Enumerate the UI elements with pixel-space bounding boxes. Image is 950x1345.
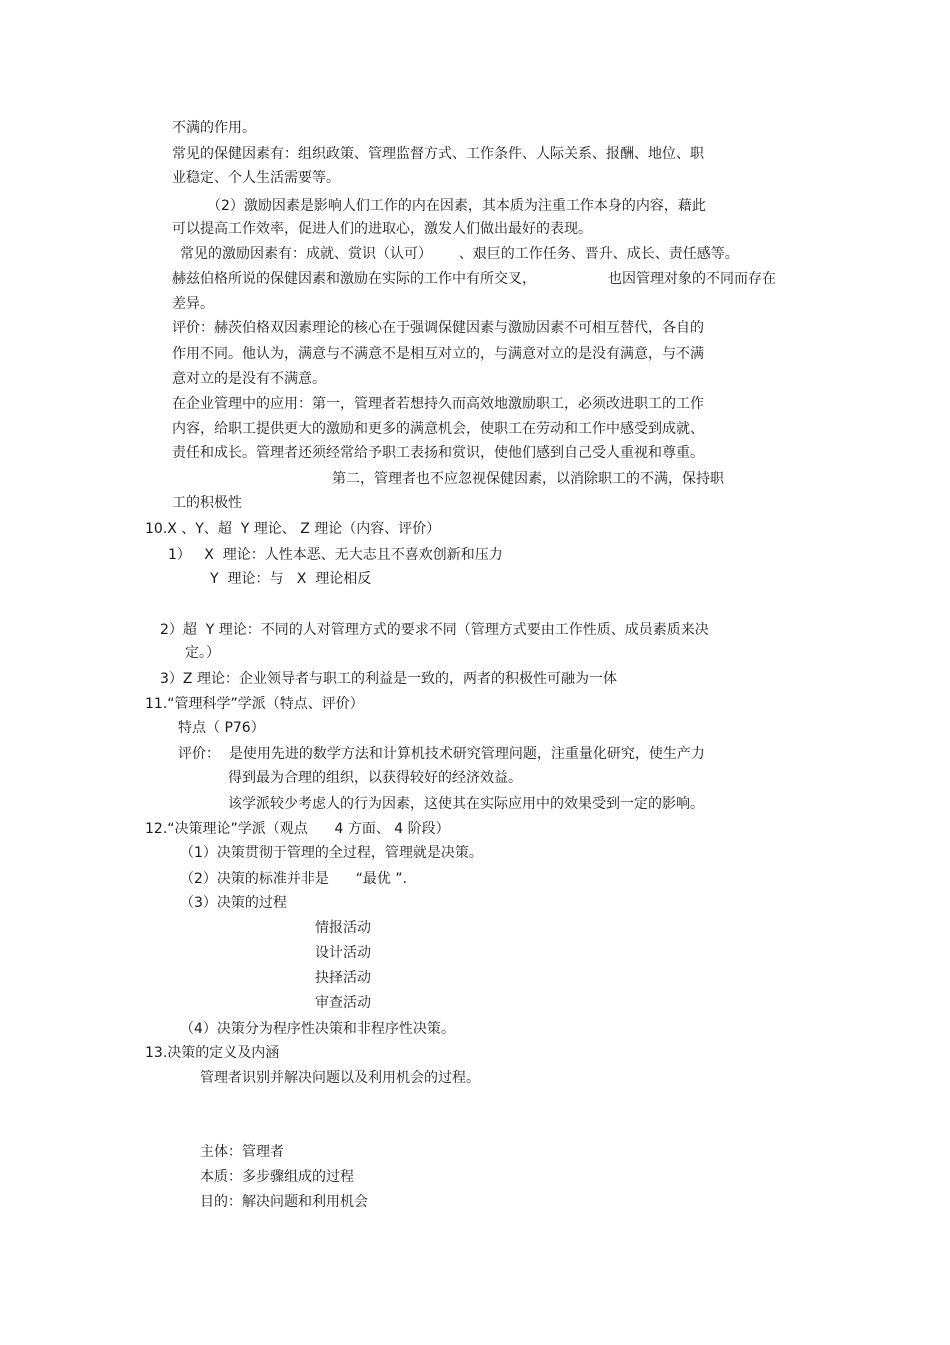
text-line: （1）决策贯彻于管理的全过程，管理就是决策。	[180, 845, 483, 861]
section-heading: 11.“管理科学”学派（特点、评价）	[145, 696, 364, 712]
text-line: 差异。	[172, 296, 214, 312]
text-line: Y 理论：与 X 理论相反	[210, 571, 372, 587]
text-line: 常见的激励因素有：成就、赏识（认可） 、艰巨的工作任务、晋升、成长、责任感等。	[180, 246, 739, 262]
text-line: 不满的作用。	[172, 120, 256, 136]
text-line: 特点（ P76）	[178, 720, 265, 736]
text-line: 常见的保健因素有：组织政策、管理监督方式、工作条件、人际关系、报酬、地位、职	[172, 146, 704, 162]
text-line: 在企业管理中的应用：第一，管理者若想持久而高效地激励职工，必须改进职工的工作	[172, 396, 704, 412]
text-line: 1） X 理论：人性本恶、无大志且不喜欢创新和压力	[168, 547, 503, 563]
text-line: 作用不同。他认为，满意与不满意不是相互对立的，与满意对立的是没有满意，与不满	[172, 346, 704, 362]
text-line: 内容，给职工提供更大的激励和更多的满意机会，使职工在劳动和工作中感受到成就、	[172, 421, 704, 437]
text-line: 责任和成长。管理者还须经常给予职工表扬和赏识，使他们感到自己受人重视和尊重。	[172, 445, 704, 461]
section-heading: 13.决策的定义及内涵	[145, 1045, 280, 1061]
text-line: 也因管理对象的不同而存在	[608, 271, 776, 287]
text-line: 得到最为合理的组织，以获得较好的经济效益。	[228, 770, 522, 786]
text-line: 业稳定、个人生活需要等。	[172, 170, 340, 186]
text-line: （3）决策的过程	[180, 895, 287, 911]
text-line: （2）激励因素是影响人们工作的内在因素，其本质为注重工作本身的内容，藉此	[207, 198, 706, 214]
section-heading: 10.X 、Y、超 Y 理论、 Z 理论（内容、评价）	[145, 521, 441, 537]
text-line: 审查活动	[315, 995, 371, 1011]
text-line: 2）超 Y 理论：不同的人对管理方式的要求不同（管理方式要由工作性质、成员素质来决	[160, 622, 709, 638]
text-line: 第二，管理者也不应忽视保健因素，以消除职工的不满，保持职	[332, 471, 724, 487]
text-line: 该学派较少考虑人的行为因素，这使其在实际应用中的效果受到一定的影响。	[228, 796, 704, 812]
text-line: 评价： 是使用先进的数学方法和计算机技术研究管理问题，注重量化研究，使生产力	[178, 746, 705, 762]
text-line: 评价：赫茨伯格双因素理论的核心在于强调保健因素与激励因素不可相互替代，各自的	[172, 320, 704, 336]
text-line: 可以提高工作效率，促进人们的进取心，激发人们做出最好的表现。	[172, 221, 592, 237]
section-heading: 12.“决策理论”学派（观点 4 方面、 4 阶段）	[145, 821, 450, 837]
text-line: 定。）	[185, 645, 220, 661]
text-line: 赫兹伯格所说的保健因素和激励在实际的工作中有所交叉，	[172, 271, 536, 287]
text-line: 本质：多步骤组成的过程	[200, 1169, 354, 1185]
text-line: 工的积极性	[172, 495, 242, 511]
text-line: 意对立的是没有不满意。	[172, 371, 326, 387]
text-line: 抉择活动	[315, 970, 371, 986]
text-line: 3）Z 理论：企业领导者与职工的利益是一致的，两者的积极性可融为一体	[160, 671, 617, 687]
text-line: 设计活动	[315, 945, 371, 961]
text-line: （4）决策分为程序性决策和非程序性决策。	[180, 1021, 455, 1037]
text-line: 主体：管理者	[200, 1144, 284, 1160]
text-line: 情报活动	[315, 920, 371, 936]
text-line: 目的：解决问题和利用机会	[200, 1194, 368, 1210]
text-line: （2）决策的标准并非是 “最优 ”.	[180, 871, 408, 887]
text-line: 管理者识别并解决问题以及利用机会的过程。	[200, 1070, 480, 1086]
